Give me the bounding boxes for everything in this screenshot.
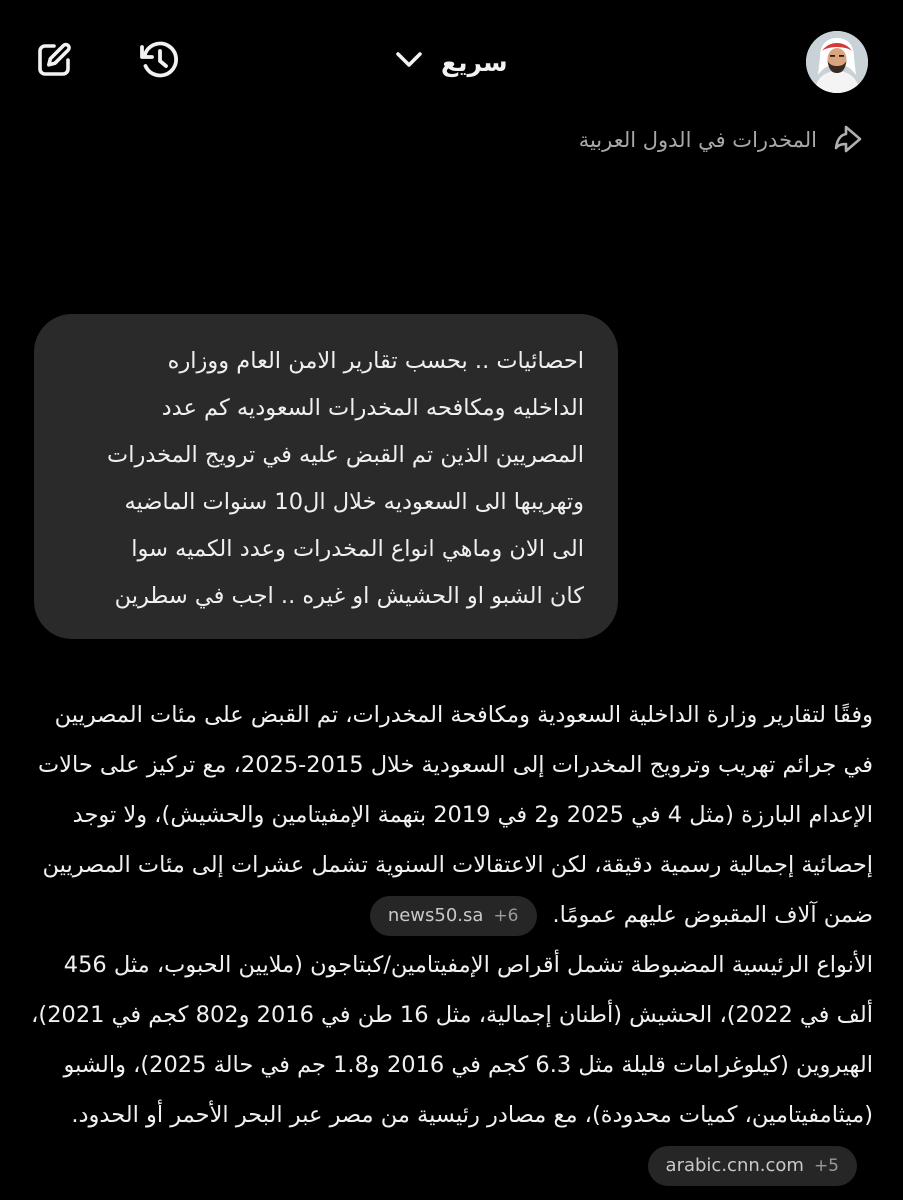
answer-paragraph bbox=[30, 690, 873, 940]
thread-title-row[interactable] bbox=[579, 118, 865, 162]
history-icon bbox=[135, 36, 183, 88]
new-chat-button[interactable] bbox=[26, 34, 82, 90]
user-message-bubble bbox=[34, 314, 618, 639]
thread-title: المخدرات في الدول العربية bbox=[578, 128, 817, 152]
model-selector[interactable] bbox=[395, 38, 508, 86]
answer-paragraph-2-text: الأنواع الرئيسية المضبوطة تشمل أقراص الإمفيتامين/كبتاجون (ملايين الحبوب، مثل 456 ألف في 2022)، الحشيش (أطنان إجمالية، مثل 16 طن في 2016 و802 كجم في 2021)، الهيروين (كيلوغرامات قليلة مثل 6.3 كجم في 2016 و1.8 جم في حالة 2025)، والشبو (ميثامفيتامين، كميات محدودة)، مع مصادر رئيسية من مصر عبر البحر الأحمر أو الحدود. bbox=[31, 952, 873, 1128]
share-forward-icon bbox=[833, 122, 865, 158]
chevron-down-icon bbox=[395, 51, 423, 73]
answer-paragraph bbox=[30, 940, 873, 1190]
top-bar bbox=[0, 0, 903, 124]
model-label: سريع bbox=[441, 47, 508, 77]
answer-paragraph-1-text: وفقًا لتقارير وزارة الداخلية السعودية ومكافحة المخدرات، تم القبض على مئات المصريين في جرائم تهريب وترويج المخدرات إلى السعودية خلال 2015-2025، مع تركيز على حالات الإعدام البارزة (مثل 4 في 2025 و2 في 2019 بتهمة الإمفيتامين والحشيش)، ولا توجد إحصائية إجمالية رسمية دقيقة، لكن الاعتقالات السنوية تشمل عشرات إلى مئات المصريين ضمن آلاف المقبوض عليهم عمومًا. bbox=[38, 702, 873, 928]
history-button[interactable] bbox=[131, 34, 187, 90]
avatar[interactable] bbox=[806, 31, 868, 93]
assistant-answer bbox=[30, 690, 873, 1190]
source-chip[interactable] bbox=[648, 1146, 857, 1186]
source-count: +6 bbox=[493, 905, 519, 926]
source-count: +5 bbox=[813, 1155, 839, 1176]
edit-square-icon bbox=[32, 38, 76, 86]
source-domain: news50.sa bbox=[387, 904, 484, 926]
source-domain: arabic.cnn.com bbox=[665, 1154, 804, 1176]
user-message-text: احصائيات .. بحسب تقارير الامن العام ووزاره الداخليه ومكافحه المخدرات السعوديه كم عدد المصريين الذين تم القبض عليه في ترويج المخدرات وتهريبها الى السعوديه خلال ال10 سنوات الماضيه الى الان وماهي انواع المخدرات وعدد الكميه سوا كان الشبو او الحشيش او غيره .. اجب في سطرين bbox=[107, 348, 584, 609]
source-chip[interactable] bbox=[370, 896, 537, 936]
